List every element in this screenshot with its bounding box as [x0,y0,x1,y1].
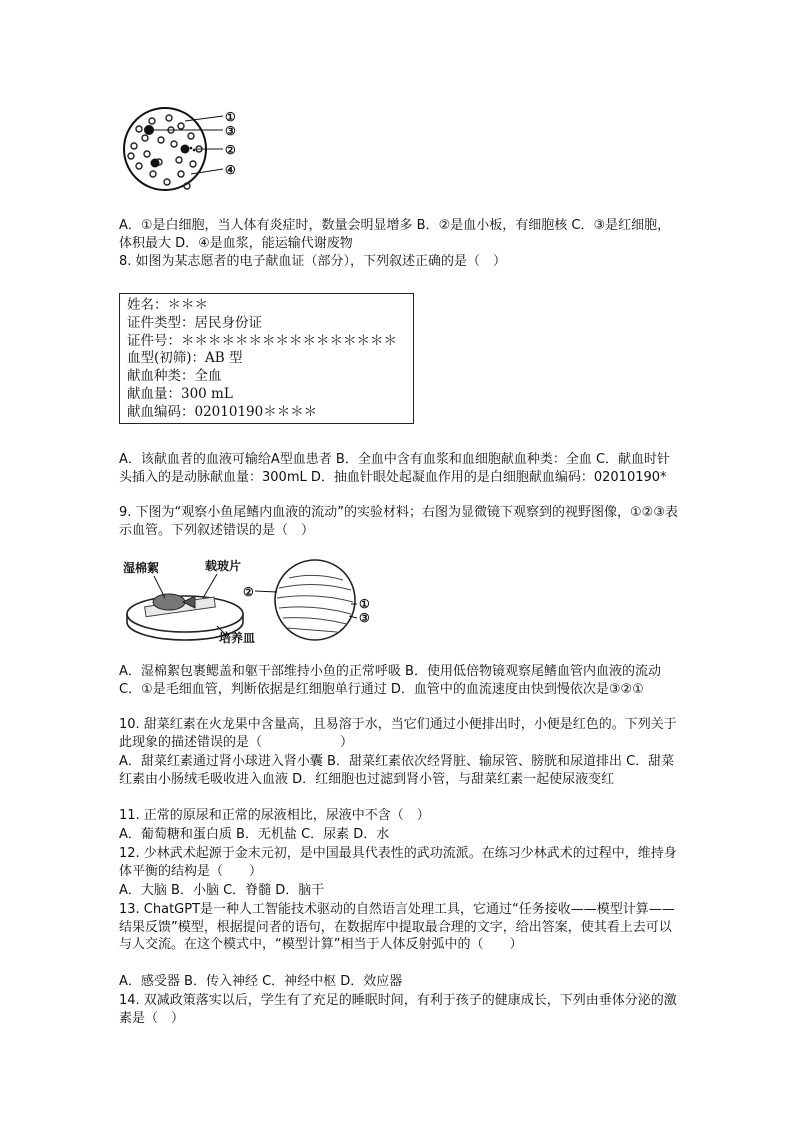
q9-options: A．湿棉絮包裹鳃盖和躯干部维持小鱼的正常呼吸 B．使用低倍物镜观察尾鳍血管内血液的流动 C．①是毛细血管，判断依据是红细胞单行通过 D．血管中的血流速度由快到慢依次是③②① [119,664,661,697]
fig1-label-4: ④ [225,163,236,177]
slide-label: 载玻片 [205,559,242,573]
q11-options: A．葡萄糖和蛋白质 B．无机盐 C．尿素 D．水 [119,827,390,842]
q9-stem: 9. 下图为“观察小鱼尾鳍内血液的流动”的实验材料；右图为显微镜下观察到的视野图像，①②③表示血管。下列叙述错误的是（ ） [119,505,678,538]
fish-tail-figure [119,558,379,646]
vessel-2-label: ② [243,585,254,599]
vessel-1-label: ① [359,597,370,611]
vessel-3-label: ③ [359,611,370,625]
q8-stem: 8. 如图为某志愿者的电子献血证（部分），下列叙述正确的是（ ） [119,254,507,269]
card-volume: 献血量：300 mL [127,385,233,402]
q14-stem: 14. 双减政策落实以后，学生有了充足的睡眠时间，有利于孩子的健康成长，下列由垂体分泌的激素是（ ） [119,993,677,1026]
q10-options: A．甜菜红素通过肾小球进入肾小囊 B．甜菜红素依次经肾脏、输尿管、膀胱和尿道排出 C．甜菜红素由小肠绒毛吸收进入血液 D．红细胞也过滤到肾小管，与甜菜红素一起使尿液变红 [119,754,675,787]
q11-stem: 11. 正常的原尿和正常的尿液相比，尿液中不含（ ） [119,808,430,823]
q10-stem: 10. 甜菜红素在火龙果中含量高，且易溶于水，当它们通过小便排出时，小便是红色的。下列关于此现象的描述错误的是（ ） [119,717,677,750]
q13-options: A．感受器 B．传入神经 C．神经中枢 D．效应器 [119,974,403,989]
card-code: 献血编码：02010190＊＊＊＊ [127,403,318,420]
card-name: 姓名：＊＊＊ [127,297,208,313]
blood-smear-figure [119,104,254,196]
fig1-label-2: ② [225,143,236,157]
fig1-label-3: ③ [225,124,236,138]
q12-stem: 12. 少林武术起源于金末元初，是中国最具代表性的武功流派。在练习少林武术的过程中，维持身体平衡的结构是（ ） [119,846,677,879]
fig1-label-1: ① [225,110,236,124]
card-id-number: 证件号：＊＊＊＊＊＊＊＊＊＊＊＊＊＊＊＊ [127,332,397,349]
blood-donation-card [119,293,414,424]
wet-cotton-label: 湿棉絮 [123,561,160,575]
q12-options: A．大脑 B．小脑 C．脊髓 D．脑干 [119,883,325,898]
dish-label: 培养皿 [219,631,256,645]
card-blood-type: 血型(初筛)：AB 型 [127,350,243,367]
q7-options: A．①是白细胞，当人体有炎症时，数量会明显增多 B．②是血小板，有细胞核 C．③是红细胞，体积最大 D．④是血浆，能运输代谢废物 [119,218,671,251]
q8-options: A．该献血者的血液可输给A型血患者 B．全血中含有血浆和血细胞献血种类：全血 C．献血时针头插入的是动脉献血量：300mL D．抽血针眼处起凝血作用的是白细胞献血编码：02010190* [119,452,671,485]
card-donation-type: 献血种类：全血 [127,368,222,385]
q13-stem: 13. ChatGPT是一种人工智能技术驱动的自然语言处理工具，它通过“任务接收——模型计算——结果反馈”模型，根据提问者的语句，在数据库中提取最合理的文字，给出答案，使其看上去可以与人交流。在这个模式中，“模型计算”相当于人体反射弧中的（ ） [119,902,675,953]
card-id-type: 证件类型：居民身份证 [127,314,262,331]
